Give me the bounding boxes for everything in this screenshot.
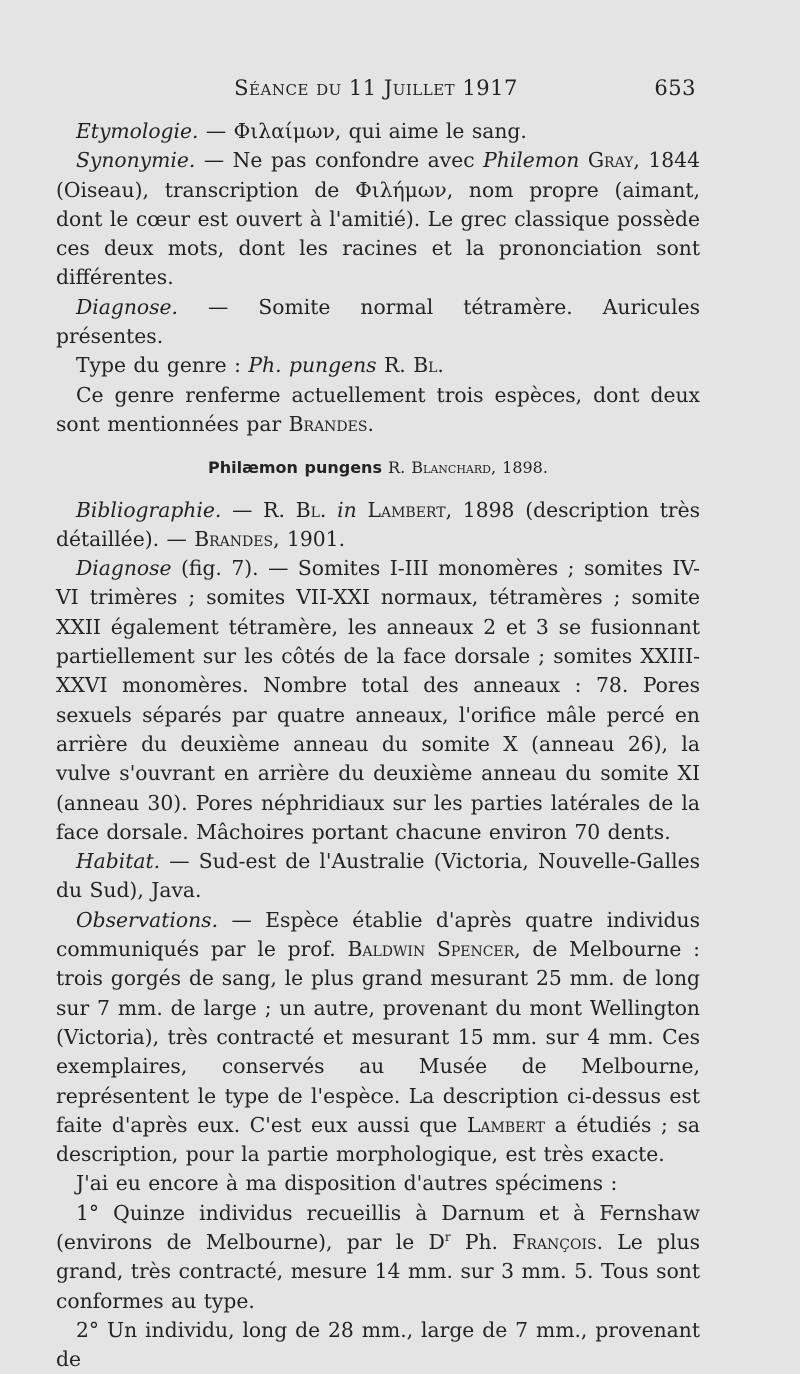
paragraph-specimen-2: 2° Un individu, long de 28 mm., large de 7 mm., provenant de bbox=[56, 1317, 700, 1372]
section-label: Bibliographie. bbox=[76, 497, 222, 522]
section-label: Synonymie. bbox=[76, 148, 196, 173]
section-label: Diagnose. bbox=[76, 294, 178, 319]
paragraph-diagnose-species: Diagnose (fig. 7). — Somites I-III monomères ; somites IV-VI trimères ; somites VII-XXI normaux, tétramères ; somite XXII également tétramère, les anneaux 2 et 3 se fusionnant partiellement sur les côtés de la face dorsale ; somites XXIII-XXVI monomères. Nombre total des anneaux : 78. Pores sexuels séparés par quatre anneaux, l'orifice mâle percé en arrière du deuxième anneau du somite X (anneau 26), la vulve s'ouvrant en arrière du deuxième anneau du somite XI (anneau 30). Pores néphridiaux sur les parties latérales de la face dorsale. Mâchoires portant chacune environ 70 dents. bbox=[56, 556, 700, 844]
paragraph-bibliographie: Bibliographie. — R. Bl. in Lambert, 1898 (description très détaillée). — Brandes, 1901. bbox=[56, 497, 700, 551]
paragraph-specimens-intro: J'ai eu encore à ma disposition d'autres spécimens : bbox=[76, 1171, 618, 1196]
page-header bbox=[56, 76, 696, 106]
section-label: Diagnose bbox=[76, 556, 172, 581]
species-heading: Philæmon pungens R. Blanchard, 1898. bbox=[208, 458, 548, 478]
section-label: Etymologie. bbox=[76, 119, 199, 143]
paragraph-specimen-1: 1° Quinze individus recueillis à Darnum et à Fernshaw (environs de Melbourne), par le $D^r$ Ph. François. Le plus grand, très contracté, mesure 14 mm. sur 3 mm. 5. Tous sont conformes au type. bbox=[56, 1200, 700, 1313]
paragraph-synonymie: Synonymie. — Ne pas confondre avec Philemon Gray, 1844 (Oiseau), transcription de Φιλήμων, nom propre (aimant, dont le cœur est ouvert à l'amitié). Le grec classique possède ces deux mots, dont les racines et la prononciation sont différentes. bbox=[56, 148, 700, 290]
paragraph-type-genre: Type du genre : Ph. pungens R. Bl. bbox=[76, 353, 444, 378]
paragraph-etymologie: Etymologie. — Φιλαίμων, qui aime le sang. bbox=[76, 119, 527, 143]
page-body bbox=[56, 117, 700, 1374]
running-title: Séance du 11 Juillet 1917 bbox=[234, 76, 518, 100]
section-label: Observations. bbox=[76, 907, 219, 932]
paragraph-habitat: Habitat. — Sud-est de l'Australie (Victoria, Nouvelle-Galles du Sud), Java. bbox=[56, 849, 700, 903]
paragraph-observations: Observations. — Espèce établie d'après quatre individus communiqués par le prof. Baldwin Spencer, de Melbourne : trois gorgés de sang, le plus grand mesurant 25 mm. de long sur 7 mm. de large ; un autre, provenant du mont Wellington (Victoria), très contracté et mesurant 15 mm. sur 4 mm. Ces exemplaires, conservés au Musée de Melbourne, représentent le type de l'espèce. La description ci-dessus est faite d'après eux. C'est eux aussi que Lambert a étudiés ; sa description, pour la partie morphologique, est très exacte. bbox=[56, 907, 700, 1167]
paragraph-diagnose-genre: Diagnose. — Somite normal tétramère. Auricules présentes. bbox=[56, 294, 700, 349]
page-number: 653 bbox=[654, 76, 696, 100]
section-label: Habitat. bbox=[76, 849, 161, 874]
paragraph-genre-note: Ce genre renferme actuellement trois espèces, dont deux sont mentionnées par Brandes. bbox=[56, 382, 700, 436]
